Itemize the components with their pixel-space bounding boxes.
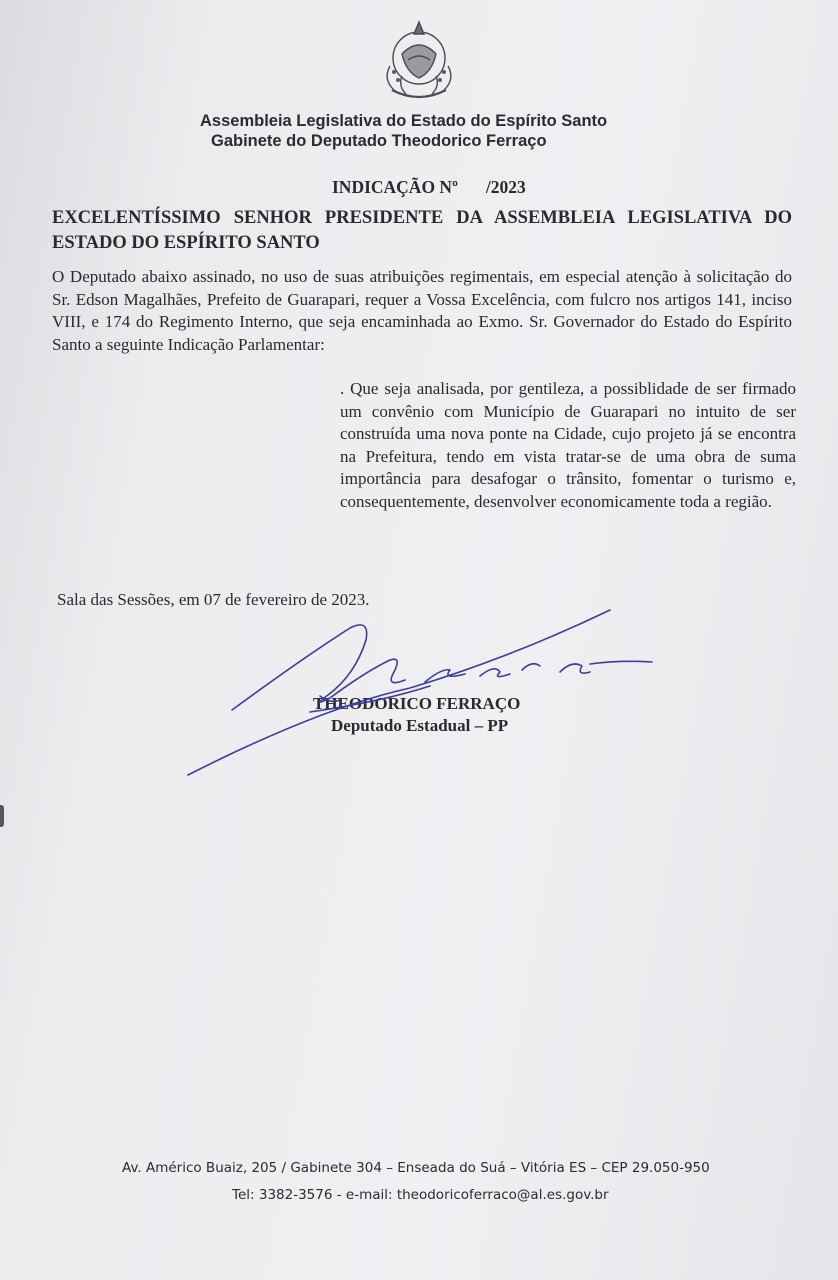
- office-name: Gabinete do Deputado Theodorico Ferraço: [211, 132, 547, 150]
- body-paragraph: O Deputado abaixo assinado, no uso de suas atribuições regimentais, em especial atenção à solicitação do Sr. Edson Magalhães, Prefeito de Guarapari, requer a Vossa Excelência, com fulcro nos artigos 141, inciso VIII, e 174 do Regimento Interno, que seja encaminhada ao Exmo. Sr. Governador do Estado do Espírito Santo a seguinte Indicação Parlamentar:: [52, 267, 792, 354]
- indication-paragraph: . Que seja analisada, por gentileza, a possiblidade de ser firmado um convênio com Município de Guarapari no intuito de ser construída uma nova ponte na Cidade, cujo projeto já se encontra na Prefeitura, tendo em vista tratar-se de uma obra de suma importância para desafogar o trânsito, fomentar o turismo e, consequentemente, desenvolver economicamente toda a região.: [340, 379, 796, 511]
- footer-contact: Tel: 3382-3576 - e-mail: theodoricoferraco@al.es.gov.br: [232, 1187, 609, 1203]
- title-number: /2023: [485, 177, 526, 197]
- page-edge-mark: [0, 805, 4, 827]
- addressee: EXCELENTÍSSIMO SENHOR PRESIDENTE DA ASSEMBLEIA LEGISLATIVA DO ESTADO DO ESPÍRITO SANTO: [52, 208, 792, 253]
- state-coat-of-arms-icon: [372, 14, 466, 108]
- place-date: Sala das Sessões, em 07 de fevereiro de 2023.: [57, 590, 370, 609]
- institution-name: Assembleia Legislativa do Estado do Espírito Santo: [200, 112, 608, 130]
- document-title: [332, 177, 526, 198]
- footer-address: Av. Américo Buaiz, 205 / Gabinete 304 – Enseada do Suá – Vitória ES – CEP 29.050-950: [122, 1160, 710, 1176]
- signatory-role: Deputado Estadual – PP: [331, 716, 509, 735]
- title-prefix: INDICAÇÃO Nº: [332, 177, 458, 197]
- signatory-name: THEODORICO FERRAÇO: [313, 694, 521, 713]
